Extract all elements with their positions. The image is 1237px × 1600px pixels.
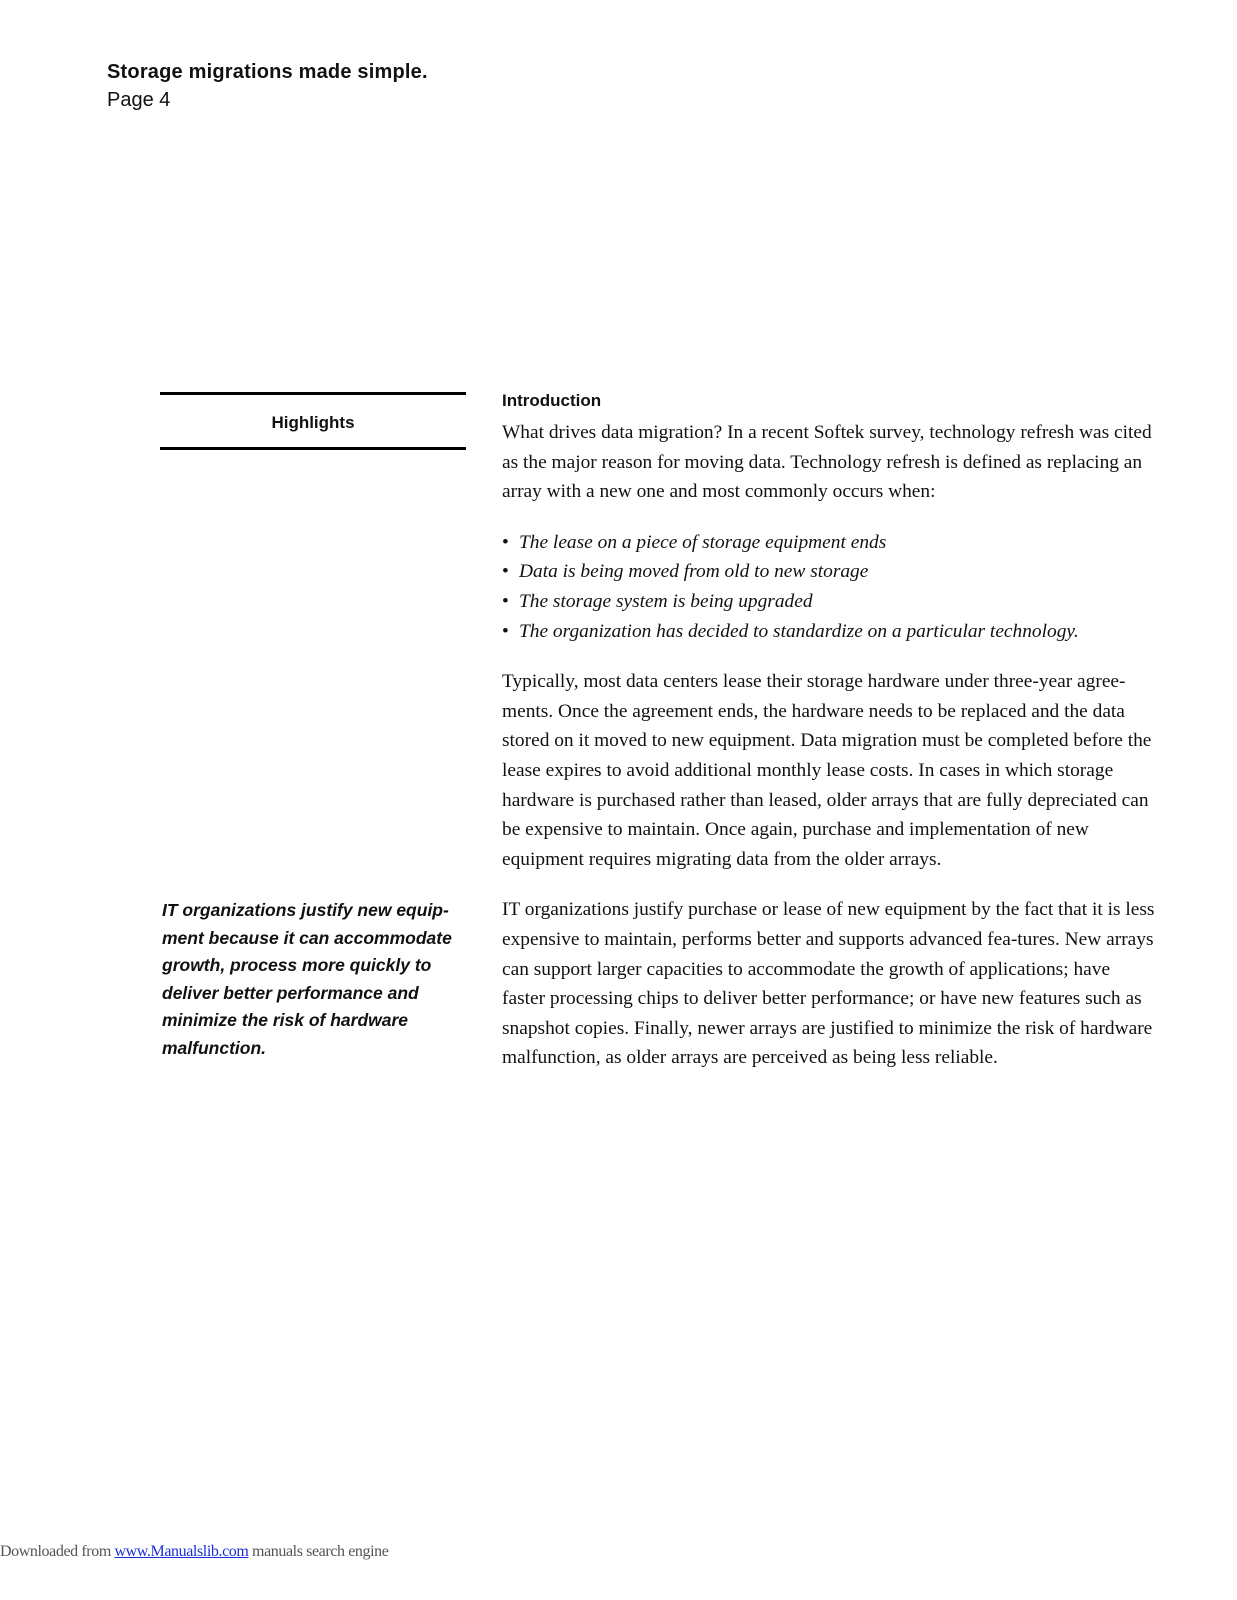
list-item [502,617,1157,647]
sidebar-highlight-quote: IT organizations justify new equip-ment because it can accommodate growth, process more quickly to deliver better performance and minimize the risk of hardware malfunction. [162,900,452,1058]
footer-prefix: Downloaded from [0,1543,115,1560]
footer-suffix: manuals search engine [248,1543,389,1560]
document-title: Storage migrations made simple. [107,61,428,83]
page-header [107,58,428,114]
lease-paragraph: Typically, most data centers lease their storage hardware under three-year agree-ments. Once the agreement ends, the hardware needs to be replaced and the data stored on it moved to new equipment. Data migration must be completed before the lease expires to avoid additional monthly lease costs. In cases in which storage hardware is purchased rather than leased, older arrays that are fully depreciated can be expensive to maintain. Once again, purchase and implementation of new equipment requires migrating data from the older arrays. [502,671,1152,870]
highlights-header-box [160,392,466,450]
list-item [502,528,1157,558]
justification-paragraph: IT organizations justify purchase or lease of new equipment by the fact that it is less expensive to maintain, performs better and supports advanced fea-tures. New arrays can support larger capacities to accommodate the growth of applications; have faster processing chips to deliver better performance; or have new features such as snapshot copies. Finally, newer arrays are justified to minimize the risk of hardware malfunction, as older arrays are perceived as being less reliable. [502,899,1155,1069]
list-item-text: Data is being moved from old to new storage [519,561,869,583]
bullet-icon: • [502,531,509,553]
list-item-text: The storage system is being upgraded [519,590,813,612]
highlights-label: Highlights [271,413,355,432]
section-heading-introduction: Introduction [502,391,602,410]
bullet-icon: • [502,620,509,642]
download-footer [0,1541,388,1563]
manualslib-link[interactable]: www.Manualslib.com [114,1543,249,1560]
list-item-text: The lease on a piece of storage equipment ends [519,531,887,553]
bullet-icon: • [502,590,509,612]
intro-paragraph: What drives data migration? In a recent Softek survey, technology refresh was cited as the major reason for moving data. Technology refresh is defined as replacing an array with a new one and most commonly occurs when: [502,422,1152,503]
list-item [502,557,1157,587]
list-item [502,587,1157,617]
main-content [502,389,1157,1094]
refresh-reasons-list [502,528,1157,646]
list-item-text: The organization has decided to standardize on a particular technology. [519,620,1079,642]
bullet-icon: • [502,561,509,583]
page-number: Page 4 [107,89,171,111]
